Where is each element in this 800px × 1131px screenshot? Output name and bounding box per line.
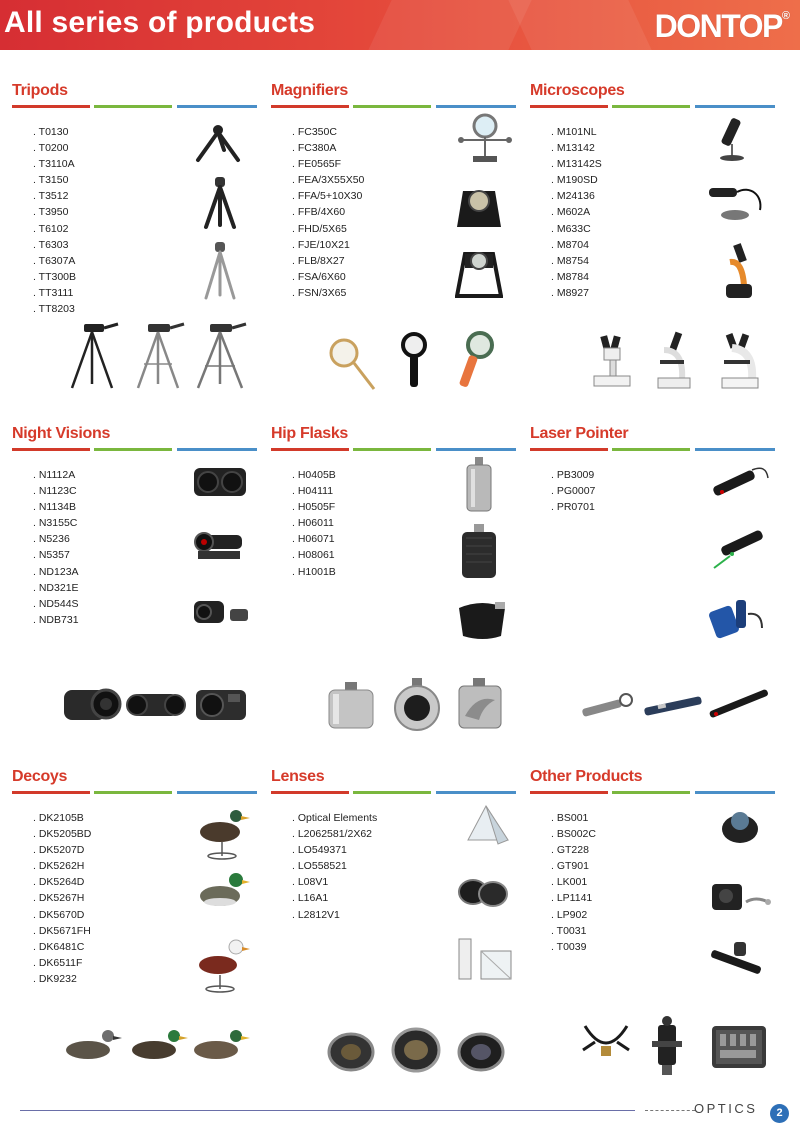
- product-code: . DK5262H: [33, 858, 91, 874]
- product-code: . LO558521: [292, 858, 377, 874]
- laser-pointer-icon: [640, 688, 706, 724]
- product-code: . DK5671FH: [33, 923, 91, 939]
- product-list: [33, 810, 91, 987]
- product-list: [551, 810, 596, 955]
- tripod-icon: [190, 322, 250, 390]
- product-code: . T6307A: [33, 253, 76, 269]
- product-code: . FC380A: [292, 140, 364, 156]
- product-code: . BS002C: [551, 826, 596, 842]
- product-code: . N1134B: [33, 499, 79, 515]
- laser-pointer-icon: [578, 688, 638, 724]
- section-title: Lenses: [271, 768, 325, 785]
- product-code: . L08V1: [292, 874, 377, 890]
- section-divider: [530, 448, 775, 451]
- section-title: Tripods: [12, 82, 68, 99]
- product-code: . T0031: [551, 923, 596, 939]
- product-code: . M101NL: [551, 124, 602, 140]
- tripod-icon: [200, 240, 240, 300]
- product-code: . H0405B: [292, 467, 336, 483]
- product-code: . TT3111: [33, 285, 76, 301]
- product-code: . H04111: [292, 483, 336, 499]
- product-code: . DK5264D: [33, 874, 91, 890]
- product-code: . T3110A: [33, 156, 76, 172]
- magnifier-icon: [455, 110, 515, 165]
- section-title: Laser Pointer: [530, 425, 629, 442]
- product-code: . T3950: [33, 204, 76, 220]
- product-code: . M13142: [551, 140, 602, 156]
- product-code: . N5236: [33, 531, 79, 547]
- footer-brand: OPTICS: [694, 1101, 758, 1116]
- hip-flask-icon: [455, 598, 510, 643]
- product-code: . M190SD: [551, 172, 602, 188]
- footer-rule: [20, 1110, 635, 1111]
- product-list: [33, 124, 76, 317]
- night-vision-icon: [125, 682, 187, 727]
- prism-icon: [458, 802, 513, 847]
- accessory-icon: [706, 872, 774, 920]
- hip-flask-icon: [325, 680, 377, 732]
- section-divider: [12, 791, 257, 794]
- product-code: . PR0701: [551, 499, 595, 515]
- duck-decoy-icon: [196, 868, 251, 926]
- product-code: . GT228: [551, 842, 596, 858]
- duck-decoy-icon: [190, 1024, 252, 1064]
- hip-flask-icon: [455, 676, 505, 732]
- section-title: Other Products: [530, 768, 643, 785]
- product-code: . DK5670D: [33, 907, 91, 923]
- section-title: Hip Flasks: [271, 425, 349, 442]
- footer-dashed-rule: [645, 1110, 695, 1111]
- night-vision-icon: [190, 525, 252, 570]
- magnifier-icon: [396, 331, 432, 389]
- product-code: . FFA/5+10X30: [292, 188, 364, 204]
- product-code: . FC350C: [292, 124, 364, 140]
- product-code: . LP1141: [551, 890, 596, 906]
- product-code: . NDB731: [33, 612, 79, 628]
- lens-icon: [455, 870, 510, 912]
- product-code: . H1001B: [292, 564, 336, 580]
- section-title: Decoys: [12, 768, 68, 785]
- product-code: . ND123A: [33, 564, 79, 580]
- section-divider: [271, 791, 516, 794]
- product-list: [33, 467, 79, 628]
- microscope-icon: [654, 330, 694, 390]
- section-title: Microscopes: [530, 82, 625, 99]
- product-code: . M602A: [551, 204, 602, 220]
- product-code: . T0130: [33, 124, 76, 140]
- product-code: . H06011: [292, 515, 336, 531]
- product-code: . TT300B: [33, 269, 76, 285]
- laser-pointer-icon: [710, 524, 768, 576]
- product-list: [551, 124, 602, 301]
- product-code: . PB3009: [551, 467, 595, 483]
- lens-icon: [325, 1030, 377, 1074]
- header-decoration: [508, 0, 651, 50]
- magnifier-icon: [455, 248, 503, 300]
- product-code: . TT8203: [33, 301, 76, 317]
- microscope-icon: [712, 116, 754, 161]
- product-list: [292, 124, 364, 301]
- duck-decoy-icon: [128, 1024, 190, 1064]
- product-code: . LP902: [551, 907, 596, 923]
- tripod-icon: [128, 322, 188, 390]
- duck-decoy-icon: [62, 1024, 124, 1064]
- product-code: . H0505F: [292, 499, 336, 515]
- product-code: . FSA/6X60: [292, 269, 364, 285]
- product-code: . L2062581/2X62: [292, 826, 377, 842]
- product-code: . T6303: [33, 237, 76, 253]
- tripod-icon: [188, 120, 248, 165]
- product-code: . FHD/5X65: [292, 221, 364, 237]
- product-code: . H06071: [292, 531, 336, 547]
- product-code: . T3150: [33, 172, 76, 188]
- product-code: . ND544S: [33, 596, 79, 612]
- brand-logo: DONTOP®: [654, 8, 790, 44]
- page-title: All series of products: [4, 6, 316, 39]
- duck-decoy-icon: [196, 935, 251, 997]
- product-code: . H08061: [292, 547, 336, 563]
- product-code: . M8704: [551, 237, 602, 253]
- section-divider: [271, 105, 516, 108]
- magnifier-icon: [458, 331, 498, 391]
- product-code: . GT901: [551, 858, 596, 874]
- product-code: . LO549371: [292, 842, 377, 858]
- product-code: . L2812V1: [292, 907, 377, 923]
- laser-pointer-icon: [704, 684, 772, 724]
- product-code: . T0200: [33, 140, 76, 156]
- product-code: . FJE/10X21: [292, 237, 364, 253]
- header-decoration: [368, 0, 531, 50]
- product-code: . DK2105B: [33, 810, 91, 826]
- product-code: . N5357: [33, 547, 79, 563]
- section-title: Night Visions: [12, 425, 111, 442]
- product-code: . LK001: [551, 874, 596, 890]
- product-list: [551, 467, 595, 515]
- product-list: [292, 810, 377, 923]
- tool-case-icon: [708, 1018, 770, 1072]
- product-code: . N1123C: [33, 483, 79, 499]
- microscope-icon: [718, 330, 763, 390]
- night-vision-icon: [190, 682, 252, 727]
- product-code: . M8754: [551, 253, 602, 269]
- phone-adapter-icon: [648, 1015, 686, 1077]
- product-code: . FSN/3X65: [292, 285, 364, 301]
- product-code: . M633C: [551, 221, 602, 237]
- microscope-icon: [705, 180, 770, 225]
- tripod-icon: [200, 175, 240, 230]
- section-divider: [12, 105, 257, 108]
- night-vision-icon: [60, 682, 122, 727]
- duck-decoy-icon: [196, 802, 251, 864]
- product-code: . DK6511F: [33, 955, 91, 971]
- hip-flask-icon: [458, 522, 500, 582]
- page-header: [0, 0, 800, 50]
- product-code: . DK5205BD: [33, 826, 91, 842]
- microscope-icon: [722, 240, 757, 302]
- microscope-icon: [590, 330, 635, 390]
- magnifier-icon: [455, 183, 503, 231]
- hip-flask-icon: [463, 455, 495, 515]
- laser-pointer-icon: [708, 460, 770, 505]
- harness-icon: [575, 1020, 637, 1070]
- product-code: . FLB/8X27: [292, 253, 364, 269]
- product-code: . DK5207D: [33, 842, 91, 858]
- lens-icon: [390, 1025, 442, 1075]
- night-vision-icon: [190, 460, 250, 502]
- magnifier-icon: [328, 337, 378, 392]
- product-code: . M13142S: [551, 156, 602, 172]
- product-code: . DK6481C: [33, 939, 91, 955]
- product-code: . FE0565F: [292, 156, 364, 172]
- laser-pointer-icon: [706, 592, 768, 640]
- product-code: . N1112A: [33, 467, 79, 483]
- hip-flask-icon: [390, 676, 445, 732]
- accessory-icon: [706, 940, 774, 980]
- section-divider: [530, 105, 775, 108]
- section-divider: [12, 448, 257, 451]
- tripod-icon: [62, 322, 122, 390]
- product-code: . Optical Elements: [292, 810, 377, 826]
- section-title: Magnifiers: [271, 82, 349, 99]
- product-code: . FEA/3X55X50: [292, 172, 364, 188]
- product-code: . M8784: [551, 269, 602, 285]
- section-divider: [271, 448, 516, 451]
- product-code: . PG0007: [551, 483, 595, 499]
- product-code: . FFB/4X60: [292, 204, 364, 220]
- product-code: . ND321E: [33, 580, 79, 596]
- page-number: 2: [770, 1104, 789, 1123]
- product-code: . T0039: [551, 939, 596, 955]
- product-code: . T3512: [33, 188, 76, 204]
- product-code: . M24136: [551, 188, 602, 204]
- product-code: . DK5267H: [33, 890, 91, 906]
- section-divider: [530, 791, 775, 794]
- lens-icon: [455, 1030, 507, 1074]
- product-code: . N3155C: [33, 515, 79, 531]
- product-list: [292, 467, 336, 580]
- product-code: . BS001: [551, 810, 596, 826]
- product-code: . T6102: [33, 221, 76, 237]
- product-code: . DK9232: [33, 971, 91, 987]
- product-code: . L16A1: [292, 890, 377, 906]
- accessory-icon: [715, 805, 765, 847]
- optical-element-icon: [455, 935, 517, 983]
- night-vision-icon: [190, 595, 252, 633]
- product-code: . M8927: [551, 285, 602, 301]
